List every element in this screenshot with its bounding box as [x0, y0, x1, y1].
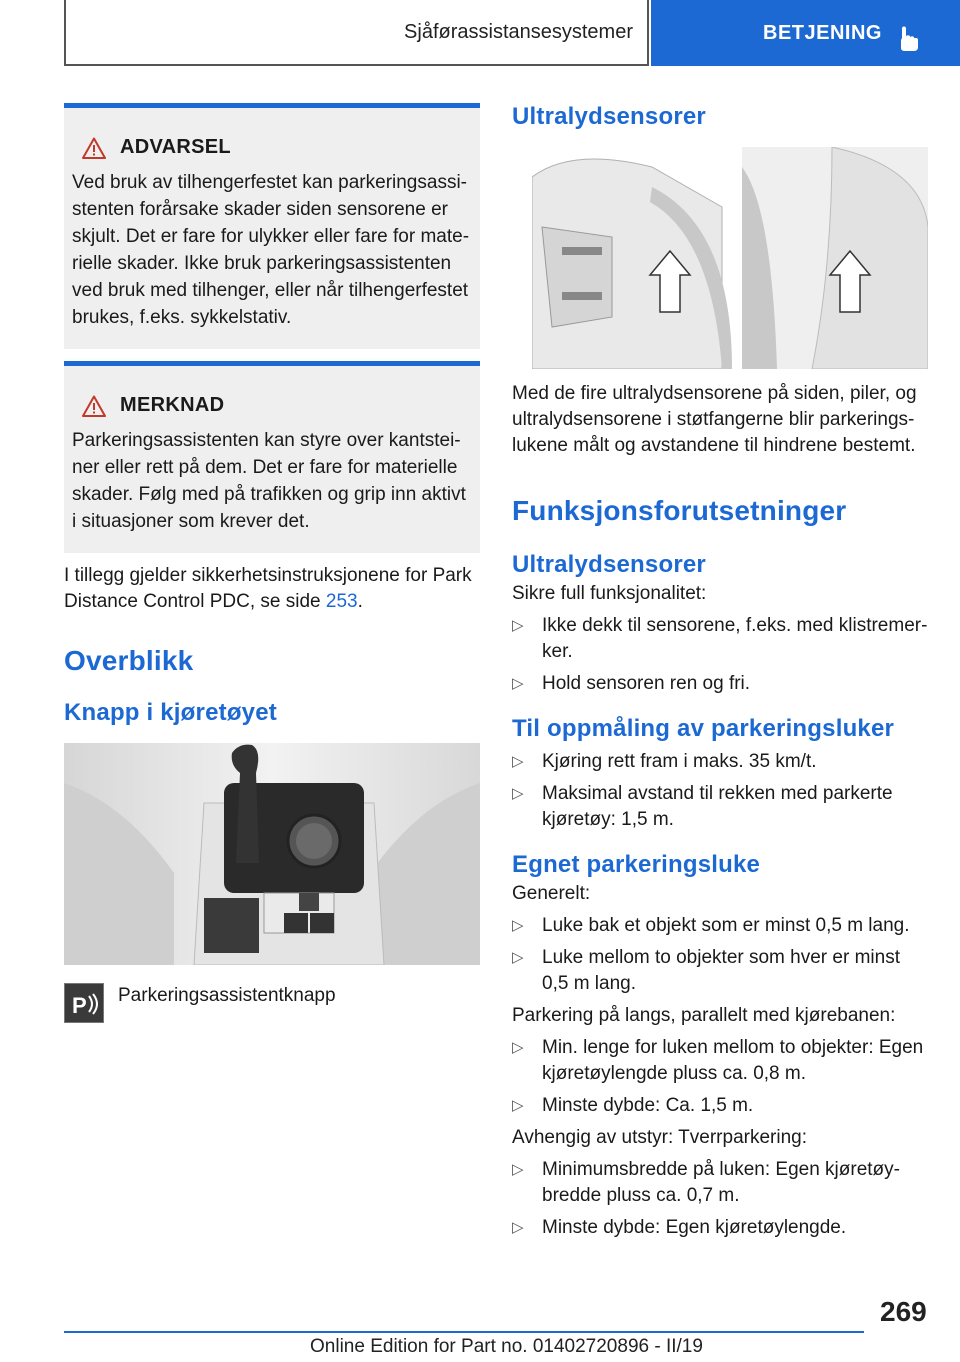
section-title: Sjåførassistansesystemer	[64, 0, 649, 66]
list-item: ▷ Maksimal avstand til rekken med parkerte kjøretøy: 1,5 m.	[512, 781, 928, 833]
center-console-photo	[64, 743, 480, 965]
parallel-list	[512, 1035, 928, 1119]
left-column	[64, 103, 480, 1023]
svg-text:P: P	[72, 993, 87, 1018]
hand-pointer-icon	[896, 26, 922, 52]
suitable-heading: Egnet parkeringsluke	[512, 851, 761, 878]
sensors-sub-intro: Sikre full funksjonalitet:	[512, 583, 707, 604]
page-number: 269	[880, 1296, 927, 1327]
measuring-heading: Til oppmåling av parkeringsluker	[512, 715, 895, 742]
list-item: ▷ Min. lenge for luken mellom to objekter: Egen kjøretøylengde pluss ca. 0,8 m.	[512, 1035, 928, 1087]
sensor-locations-photo	[532, 147, 928, 369]
perpendicular-label: Avhengig av utstyr: Tverrparkering:	[512, 1127, 807, 1148]
list-item: ▷ Hold sensoren ren og fri.	[512, 671, 928, 697]
measuring-list	[512, 749, 928, 833]
list-item: ▷ Kjøring rett fram i maks. 35 km/t.	[512, 749, 928, 775]
general-label: Generelt:	[512, 883, 591, 904]
overview-heading: Overblikk	[64, 645, 194, 676]
page-header	[0, 0, 960, 66]
sensor-locations-illustration	[532, 147, 928, 369]
park-assist-button-icon	[64, 983, 104, 1023]
list-item: ▷ Luke mellom to objekter som hver er minst 0,5 m lang.	[512, 945, 928, 997]
page-link[interactable]: 253	[325, 591, 358, 612]
chapter-title: BETJENING	[763, 21, 882, 44]
list-item: ▷ Minimumsbredde på luken: Egen kjøretøybredde pluss ca. 0,7 m.	[512, 1157, 928, 1209]
warning-box	[64, 103, 480, 349]
list-item: ▷ Minste dybde: Ca. 1,5 m.	[512, 1093, 928, 1119]
warning-triangle-icon	[82, 395, 106, 417]
sensors-description: Med de fire ultralydsensorene på siden, piler, og ultralydsensorene i støtfangerne blir parkeringslukene målt og avstandene til hindrene bestemt.	[512, 383, 917, 456]
list-item: ▷ Minste dybde: Egen kjøretøylengde.	[512, 1215, 928, 1241]
parallel-label: Parkering på langs, parallelt med kjørebanen:	[512, 1005, 896, 1026]
right-column	[512, 103, 928, 1247]
list-item: ▷ Luke bak et objekt som er minst 0,5 m lang.	[512, 913, 928, 939]
footer-divider	[64, 1331, 864, 1333]
requirements-heading: Funksjonsforutsetninger	[512, 495, 847, 526]
list-item: ▷ Ikke dekk til sensorene, f.eks. med klistremerker.	[512, 613, 928, 665]
notice-text: Parkeringsassistenten kan styre over kantsteiner eller rett på dem. Det er fare for materielle skader. Følg med på trafikken og grip inn aktivt i situasjoner som krever det.	[72, 430, 466, 532]
perpendicular-list	[512, 1157, 928, 1241]
legend-label: Parkeringsassistentknapp	[118, 985, 336, 1006]
general-list	[512, 913, 928, 997]
legend-row	[64, 983, 480, 1023]
warning-title: ADVARSEL	[120, 136, 231, 158]
sensors-heading: Ultralydsensorer	[512, 103, 706, 130]
warning-triangle-icon	[82, 137, 106, 159]
edition-info: Online Edition for Part no. 01402720896 - II/19	[310, 1336, 703, 1357]
notice-title: MERKNAD	[120, 394, 225, 416]
warning-text: Ved bruk av tilhengerfestet kan parkeringsassistenten forårsake skader siden sensorene er skjult. Det er fare for ulykker eller fare for materielle skader. Ikke bruk parkeringsassistenten ved bruk med tilhenger, eller når tilhengerfestet brukes, f.eks. sykkelstativ.	[72, 172, 470, 328]
notice-box	[64, 361, 480, 553]
center-console-illustration	[64, 743, 480, 965]
safety-reference: I tillegg gjelder sikkerhetsinstruksjonene for Park Distance Control PDC, se side 253.	[64, 565, 472, 612]
sensors-sub-heading: Ultralydsensorer	[512, 551, 706, 578]
sensors-list	[512, 613, 928, 697]
button-heading: Knapp i kjøretøyet	[64, 699, 277, 726]
